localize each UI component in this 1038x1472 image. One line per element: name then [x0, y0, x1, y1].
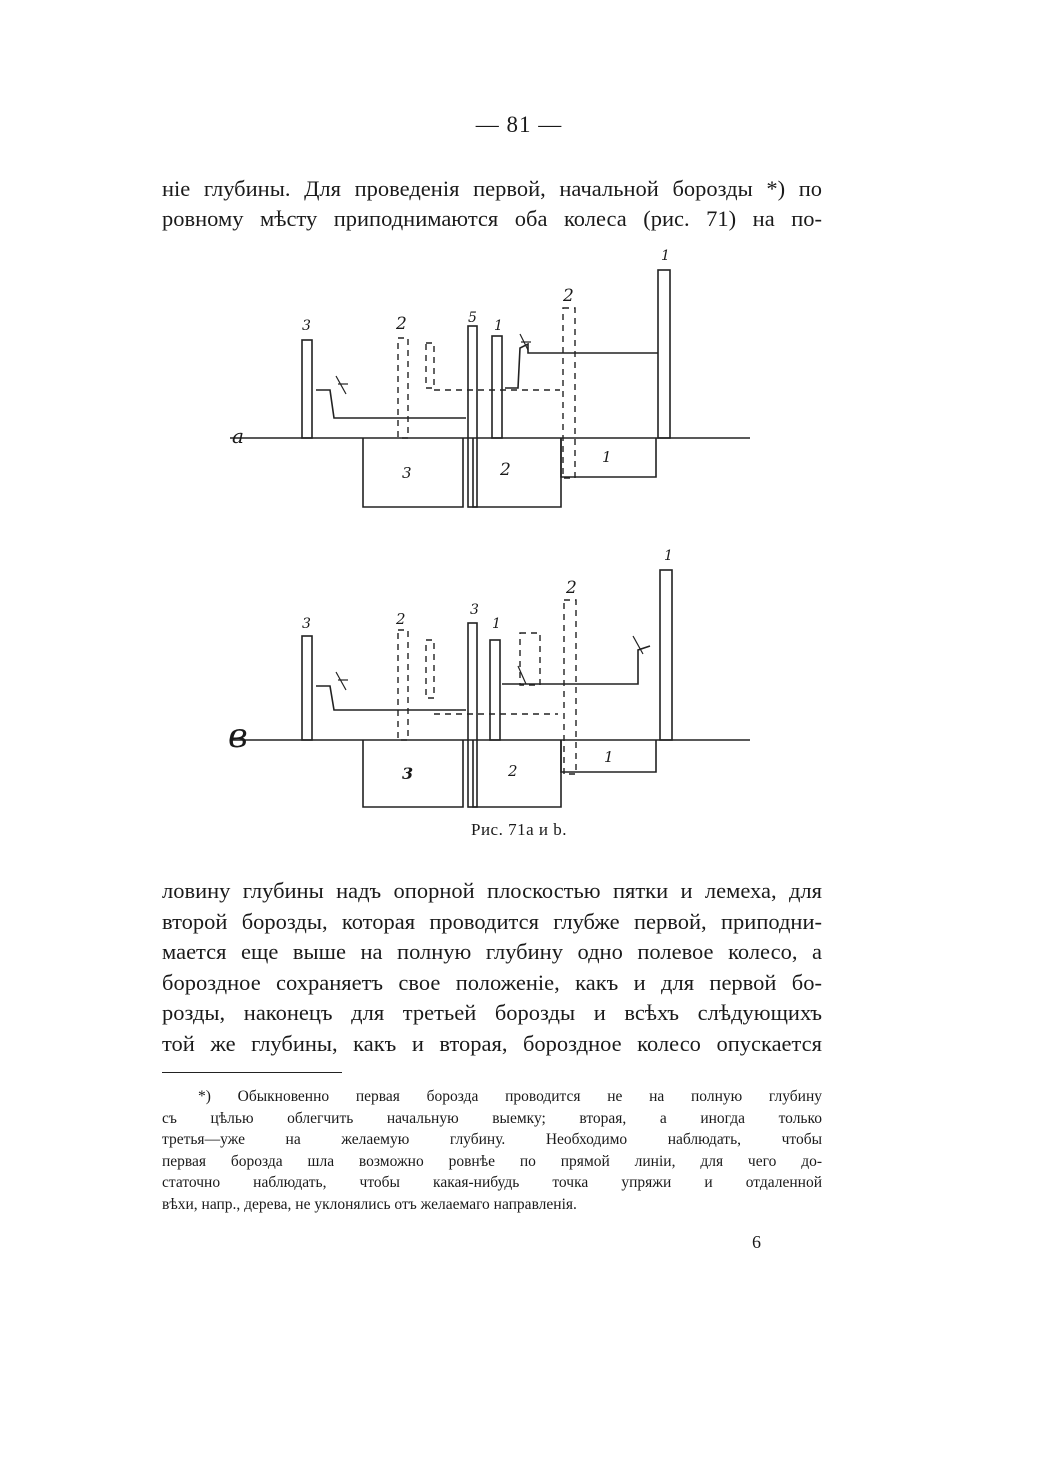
post-1-small-b: [490, 640, 500, 740]
post-1-small-a: [492, 336, 502, 438]
text-line: той же глубины, какъ и вторая, бороздное колесо опускается: [162, 1030, 822, 1056]
post-number-label: 2: [566, 578, 577, 598]
footnote-divider: [162, 1072, 342, 1073]
dashed-post-2-right-b: [564, 600, 576, 774]
footnote-line: вѣхи, напр., дерева, не уклонялись отъ желаемаго направленія.: [162, 1195, 577, 1213]
page-number: — 81 —: [475, 112, 563, 137]
footnote-line: *) Обыкновенно первая борозда проводится не на полную глубину: [198, 1088, 822, 1105]
panel-a-side-label: a: [232, 424, 244, 448]
post-1-tall-b: [660, 570, 672, 740]
text-line: второй борозды, которая проводится глубже первой, приподни-: [162, 908, 822, 934]
post-number-label: 3: [302, 318, 311, 334]
post-3-a: [302, 340, 312, 438]
text-line: ловину глубины надъ опорной плоскостью пятки и лемеха, для: [162, 878, 822, 903]
post-1-tall-a: [658, 270, 670, 438]
footnote-line: статочно наблюдать, чтобы какая-нибудь точка упряжи и отдаленной: [162, 1174, 822, 1191]
signature-mark: 6: [752, 1232, 761, 1252]
beam-3-b: [316, 686, 466, 710]
post-number-label: 2: [396, 610, 406, 628]
post-number-label: 3: [470, 602, 479, 618]
text-line: ровному мѣсту приподнимаются оба колеса (рис. 71) на по-: [162, 206, 822, 231]
panel-b-side-label: в: [228, 716, 248, 756]
dashed-post-2-a: [398, 338, 408, 438]
paragraph-top: [162, 174, 822, 234]
post-number-label: 1: [492, 616, 501, 632]
footnote-line: первая борозда шла возможно ровнѣе по прямой линіи, для чего до-: [162, 1152, 822, 1170]
text-line: мается еще выше на полную глубину одно полевое колесо, а: [162, 939, 822, 965]
post-number-label: 2: [396, 314, 407, 334]
post-3-b: [302, 636, 312, 740]
furrow-label: 2: [500, 460, 511, 480]
furrow-box-2-a: [473, 438, 561, 507]
dashed-post-small-a: [426, 343, 434, 388]
text-line: бороздное сохраняетъ свое положеніе, какъ и для первой бо-: [162, 969, 822, 995]
beam-1-a: [505, 344, 658, 388]
furrow-label: 2: [508, 762, 518, 780]
furrow-label: 3: [402, 464, 412, 482]
dashed-post-2-right-a: [563, 308, 575, 478]
furrow-label: 3: [402, 764, 414, 783]
dashed-post-small-b: [426, 640, 434, 698]
post-number-label: 2: [563, 286, 574, 306]
post-number-label: 1: [661, 248, 670, 264]
dashed-post-2-b: [398, 630, 408, 740]
post-number-label: 1: [494, 318, 503, 334]
text-line: розды, наконецъ для третьей борозды и всѣхъ слѣдующихъ: [162, 1000, 822, 1026]
furrow-label: 1: [604, 748, 614, 766]
furrow-label: 1: [602, 448, 612, 466]
post-number-label: 3: [302, 616, 311, 632]
text-line: ніе глубины. Для проведенія первой, начальной борозды *) по: [162, 176, 822, 201]
footnote-line: третья—уже на желаемую глубину. Необходимо наблюдать, чтобы: [162, 1131, 822, 1148]
footnote-line: съ цѣлью облегчить начальную выемку; вторая, а иногда только: [162, 1109, 822, 1127]
post-number-label: 5: [468, 310, 477, 326]
beam-3-a: [316, 390, 466, 418]
footnote: [162, 1086, 822, 1215]
plough-wheel-figure: [218, 248, 778, 820]
furrow-box-3-a: [363, 438, 463, 507]
paragraph-bottom: [162, 876, 822, 1060]
figure-caption: Рис. 71a и b.: [471, 820, 567, 839]
post-number-label: 1: [664, 548, 673, 564]
